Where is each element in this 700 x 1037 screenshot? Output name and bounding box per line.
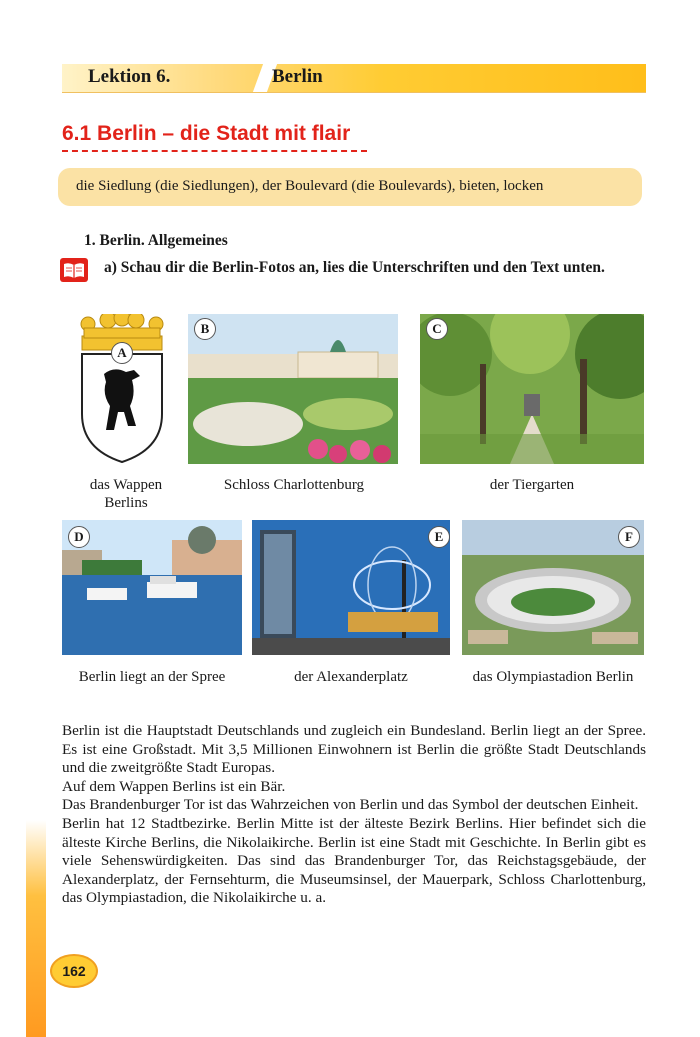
book-icon	[60, 258, 88, 282]
photo-letter: C	[426, 318, 448, 340]
photo-letter: D	[68, 526, 90, 548]
photo-letter: A	[111, 342, 133, 364]
photo-coat-of-arms	[74, 314, 170, 464]
vocabulary-box	[58, 168, 642, 206]
caption-c: der Tiergarten	[489, 477, 575, 493]
body-paragraph: Auf dem Wappen Berlins ist ein Bär.	[62, 777, 286, 795]
vocabulary-text: die Siedlung (die Siedlungen), der Boulevard (die Boulevards), bieten, locken	[76, 178, 544, 194]
photo-spree	[62, 520, 242, 655]
lesson-header	[62, 64, 646, 92]
photo-letter: E	[428, 526, 450, 548]
photo-olympiastadion	[462, 520, 644, 655]
caption-b: Schloss Charlottenburg	[223, 477, 365, 493]
caption-d: Berlin liegt an der Spree	[78, 669, 226, 685]
section-underline	[62, 150, 367, 152]
body-paragraph: Berlin ist die Hauptstadt Deutschlands und zugleich ein Bundesland. Berlin liegt an der Spree. Es ist eine Großstadt. Mit 3,5 Millionen Einwohnern ist Berlin die größte Stadt Deutschlands und die zweitgrößte Stadt Europas.	[62, 722, 646, 777]
caption-a: das Wappen Berlins	[89, 477, 163, 511]
photo-letter: B	[194, 318, 216, 340]
exercise-heading: 1. Berlin. Allgemeines	[84, 232, 228, 249]
page-number: 162	[50, 954, 98, 988]
lesson-label: Lektion 6.	[88, 66, 171, 87]
body-paragraph: Das Brandenburger Tor ist das Wahrzeichen von Berlin und das Symbol der deutschen Einheit.	[62, 796, 639, 814]
photo-alexanderplatz	[252, 520, 450, 655]
photo-tiergarten	[420, 314, 644, 464]
margin-strip	[26, 820, 46, 1037]
task-instruction: a) Schau dir die Berlin-Fotos an, lies die Unterschriften und den Text unten.	[104, 259, 605, 276]
lesson-title: Berlin	[272, 66, 323, 87]
caption-f: das Olympiastadion Berlin	[472, 669, 634, 685]
body-text	[62, 722, 646, 908]
section-title: 6.1 Berlin – die Stadt mit flair	[62, 122, 351, 145]
caption-e: der Alexanderplatz	[294, 669, 408, 685]
photo-schloss-charlottenburg	[188, 314, 398, 464]
body-paragraph: Berlin hat 12 Stadtbezirke. Berlin Mitte ist der älteste Bezirk Berlins. Hier befindet sich die älteste Kirche Berlins, die Nikolaikirche. Berlin ist eine Stadt mit Geschichte. In Berlin gibt es viele Sehenswürdigkeiten. Das sind das Brandenburger Tor, das Reichstagsgebäude, der Alexanderplatz, der Fernsehturm, die Museumsinsel, der Mauerpark, Schloss Charlottenburg, das Olympiastadion, die Nikolaikirche u. a.	[62, 814, 646, 907]
photo-letter: F	[618, 526, 640, 548]
